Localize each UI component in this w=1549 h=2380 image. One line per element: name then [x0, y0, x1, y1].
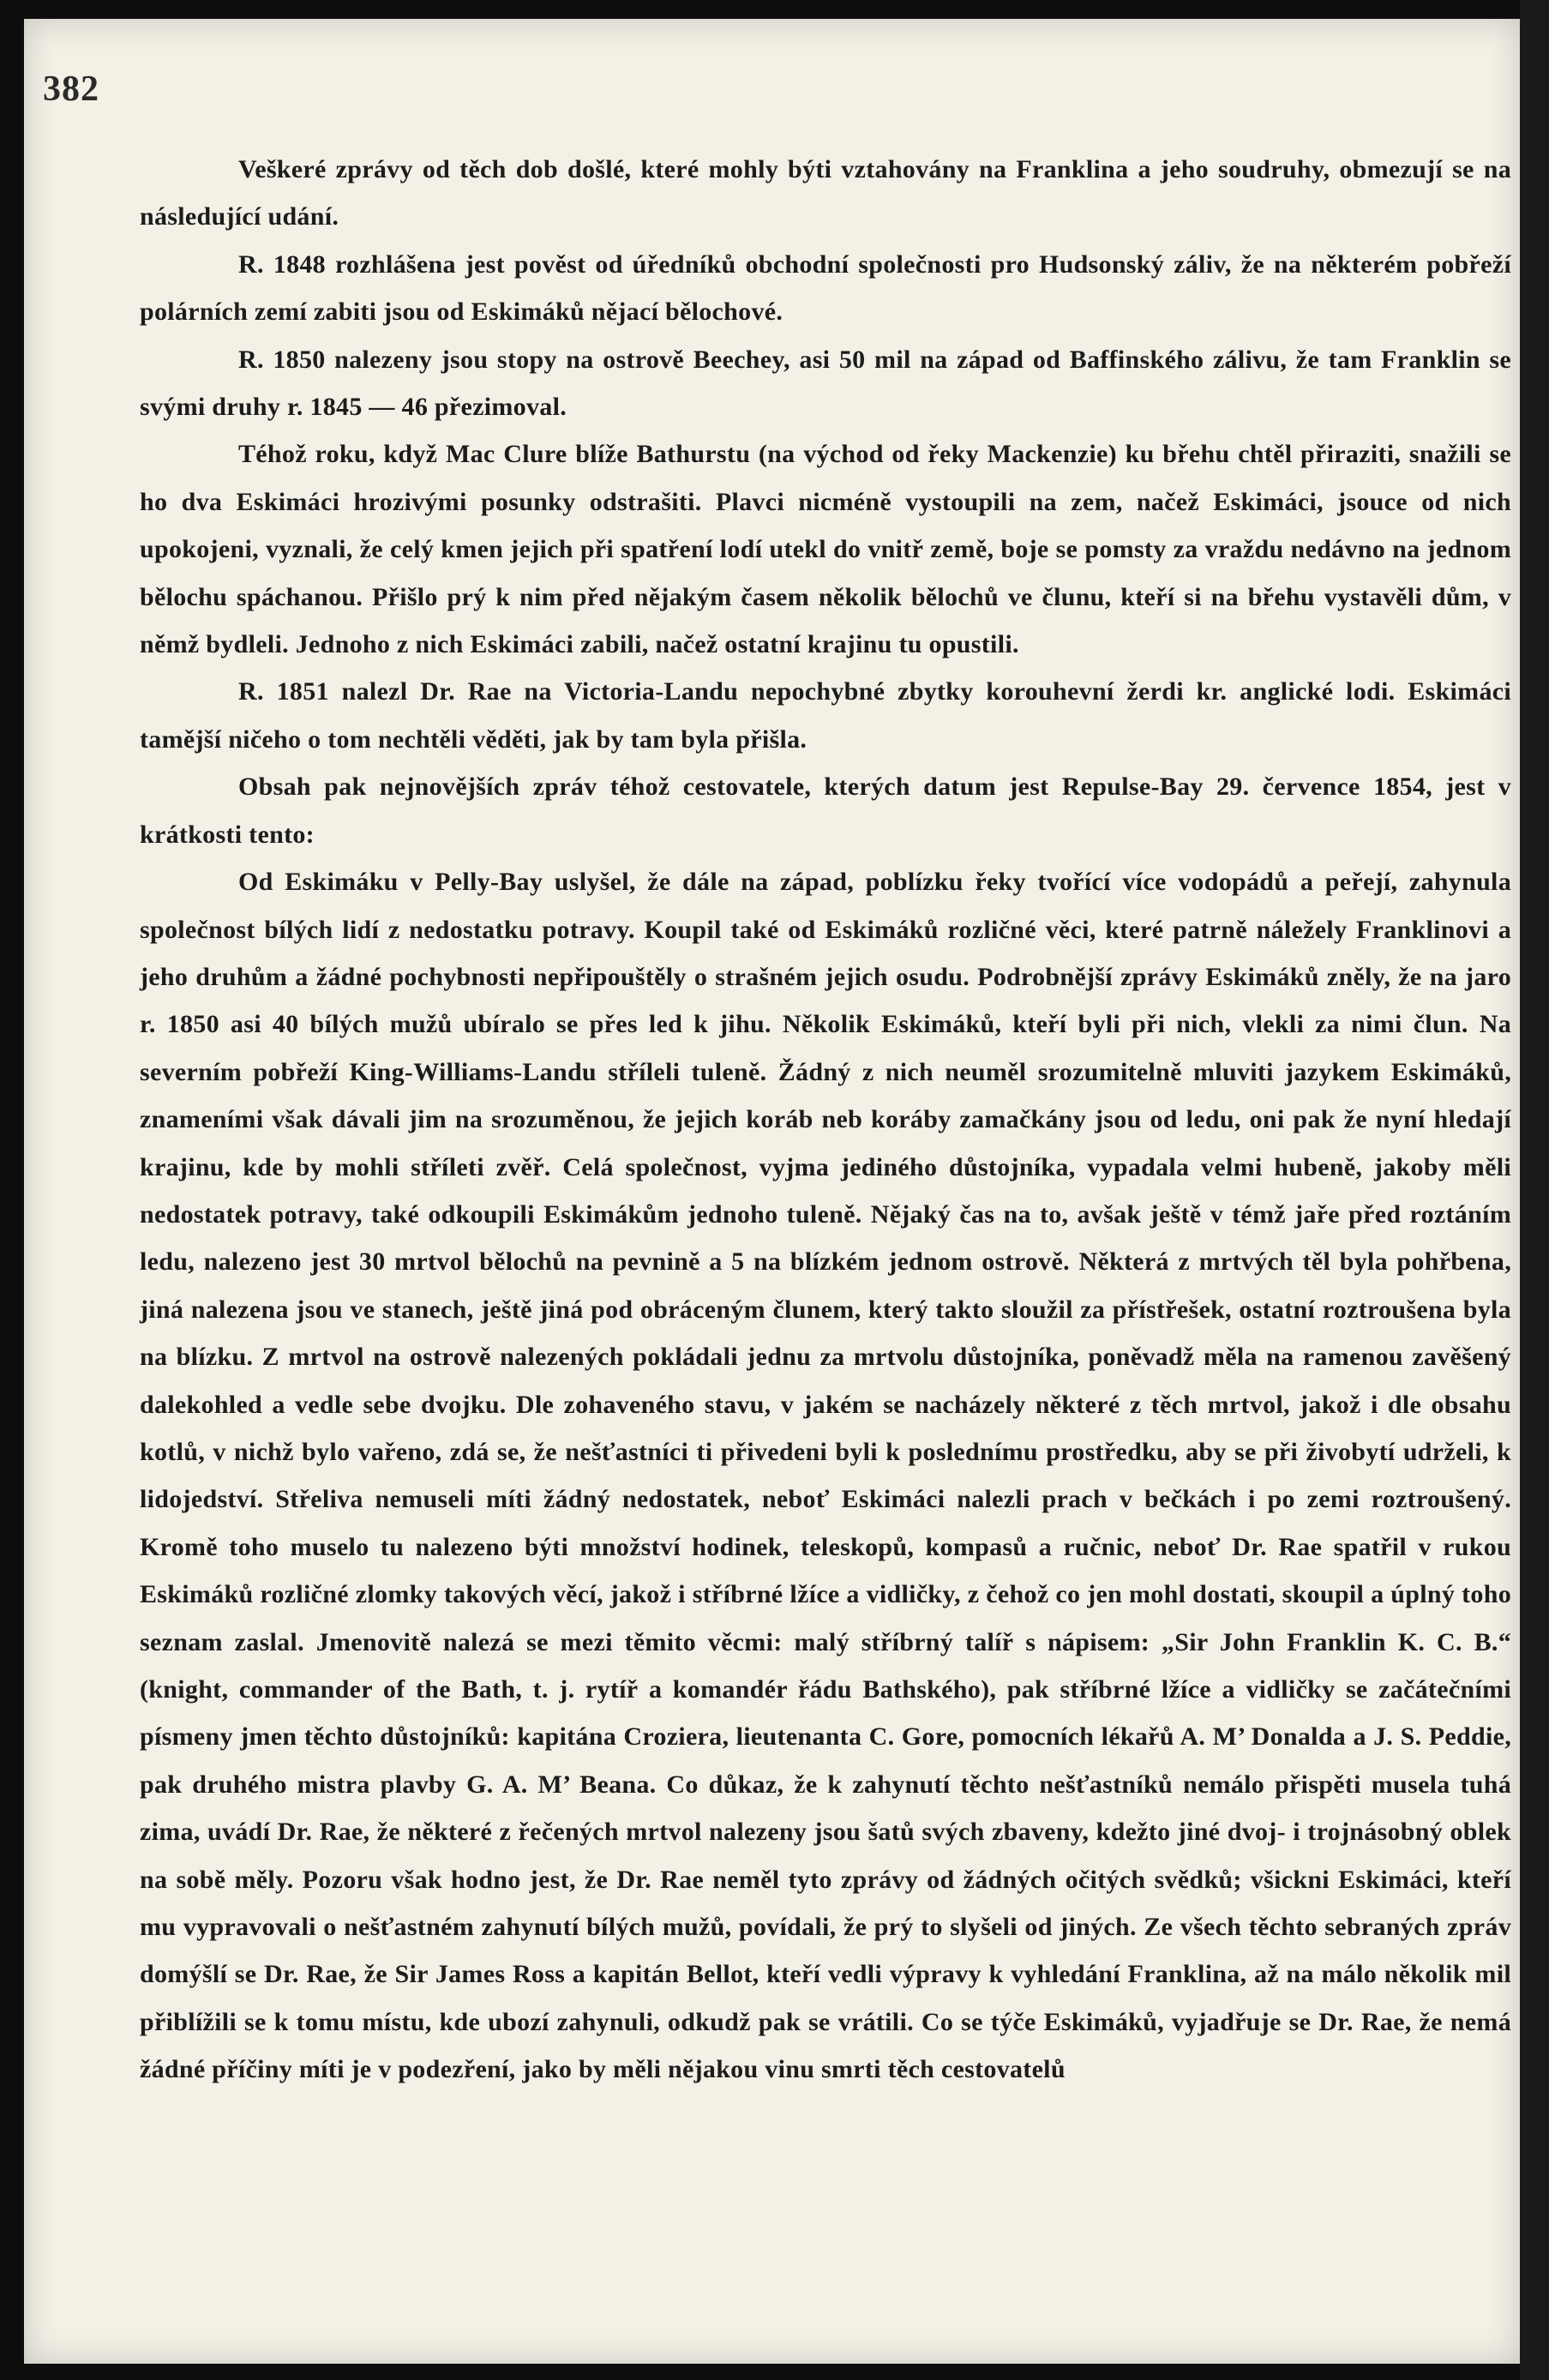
paragraph: R. 1850 nalezeny jsou stopy na ostrově Beechey, asi 50 mil na západ od Baffinského zálivu, že tam Franklin se svými druhy r. 1845 — 46 přezimoval.	[140, 345, 1511, 422]
book-page	[24, 19, 1520, 2364]
paragraph: Veškeré zprávy od těch dob došlé, které mohly býti vztahovány na Franklina a jeho soudruhy, obmezují se na následující udání.	[140, 155, 1511, 231]
page-body	[140, 146, 1511, 2094]
paragraph: Obsah pak nejnovějších zpráv téhož cestovatele, kterých datum jest Repulse-Bay 29. července 1854, jest v krátkosti tento:	[140, 772, 1511, 849]
page-number: 382	[43, 69, 99, 109]
paragraph: Téhož roku, když Mac Clure blíže Bathurstu (na východ od řeky Mackenzie) ku břehu chtěl přiraziti, snažili se ho dva Eskimáci hrozivými posunky odstrašiti. Plavci nicméně vystoupili na zem, načež Eskimáci, jsouce od nich upokojeni, vyznali, že celý kmen jejich při spatření lodí utekl do vnitř země, boje se pomsty za vraždu nedávno na jednom bělochu spáchanou. Přišlo prý k nim před nějakým časem několik bělochů ve člunu, kteří si na břehu vystavěli dům, v němž bydleli. Jednoho z nich Eskimáci zabili, načež ostatní krajinu tu opustili.	[140, 440, 1511, 659]
paragraph: R. 1848 rozhlášena jest pověst od úředníků obchodní společnosti pro Hudsonský záliv, že na některém pobřeží polárních zemí zabiti jsou od Eskimáků nějací bělochové.	[140, 249, 1511, 327]
paragraph: Od Eskimáku v Pelly-Bay uslyšel, že dále na západ, poblízku řeky tvořící více vodopádů a peřejí, zahynula společnost bílých lidí z nedostatku potravy. Koupil také od Eskimáků rozličné věci, které patrně náležely Franklinovi a jeho druhům a žádné pochybnosti nepřipouštěly o strašném jejich osudu. Podrobnější zprávy Eskimáků zněly, že na jaro r. 1850 asi 40 bílých mužů ubíralo se přes led k jihu. Několik Eskimáků, kteří byli při nich, vlekli za nimi člun. Na severním pobřeží King-Williams-Landu stříleli tuleně. Žádný z nich neuměl srozumitelně mluviti jazykem Eskimáků, znameními však dávali jim na srozuměnou, že jejich koráb neb koráby zamačkány jsou od ledu, oni pak že nyní hledají krajinu, kde by mohli stříleti zvěř. Celá společnost, vyjma jediného důstojníka, vypadala velmi hubeně, jakoby měli nedostatek potravy, také odkoupili Eskimákům jednoho tuleně. Nějaký čas na to, avšak ještě v témž jaře před roztáním ledu, nalezeno jest 30 mrtvol bělochů na pevnině a 5 na blízkém jednom ostrově. Některá z mrtvých těl byla pohřbena, jiná nalezena jsou ve stanech, ještě jiná pod obráceným člunem, který takto sloužil za přístřešek, ostatní roztroušena byla na blízku. Z mrtvol na ostrově nalezených pokládali jednu za mrtvolu důstojníka, poněvadž měla na ramenou zavěšený dalekohled a vedle sebe dvojku. Dle zohaveného stavu, v jakém se nacházely některé z těch mrtvol, jakož i dle obsahu kotlů, v nichž bylo vařeno, zdá se, že nešťastníci ti přivedeni byli k poslednímu prostředku, aby se při živobytí udrželi, k lidojedství. Střeliva nemuseli míti žádný nedostatek, neboť Eskimáci nalezli prach v bečkách i po zemi roztroušený. Kromě toho muselo tu nalezeno býti množství hodinek, teleskopů, kompasů a ručnic, neboť Dr. Rae spatřil v rukou Eskimáků rozličné zlomky takových věcí, jakož i stříbrné lžíce a vidličky, z čehož co jen mohl dostati, skoupil a úplný toho seznam zaslal. Jmenovitě nalezá se mezi těmito věcmi: malý stříbrný talíř s nápisem: „Sir John Franklin K. C. B.“ (knight, commander of the Bath, t. j. rytíř a komandér řádu Bathského), pak stříbrné lžíce a vidličky se začátečními písmeny jmen těchto důstojníků: kapitána Croziera, lieutenanta C. Gore, pomocních lékařů A. M’ Donalda a J. S. Peddie, pak druhého mistra plavby G. A. M’ Beana. Co důkaz, že k zahynutí těchto nešťastníků nemálo přispěti musela tuhá zima, uvádí Dr. Rae, že některé z řečených mrtvol nalezeny jsou šatů svých zbaveny, kdežto jiné dvoj- i trojnásobný oblek na sobě měly. Pozoru však hodno jest, že Dr. Rae neměl tyto zprávy od žádných očitých svědků; všickni Eskimáci, kteří mu vypravovali o nešťastném zahynutí bílých mužů, povídali, že prý to slyšeli od jiných. Ze všech těchto sebraných zpráv domýšlí se Dr. Rae, že Sir James Ross a kapitán Bellot, kteří vedli výpravy k vyhledání Franklina, až na málo několik mil přiblížili se k tomu místu, kde ubozí zahynuli, odkudž pak se vrátili. Co se týče Eskimáků, vyjadřuje se Dr. Rae, že nemá žádné příčiny míti je v podezření, jako by měli nějakou vinu smrti těch cestovatelů	[140, 868, 1511, 2084]
scan-edge	[1520, 0, 1549, 2380]
paragraph: R. 1851 nalezl Dr. Rae na Victoria-Landu nepochybné zbytky korouhevní žerdi kr. anglické lodi. Eskimáci tamější ničeho o tom nechtěli věděti, jak by tam byla přišla.	[140, 677, 1511, 754]
